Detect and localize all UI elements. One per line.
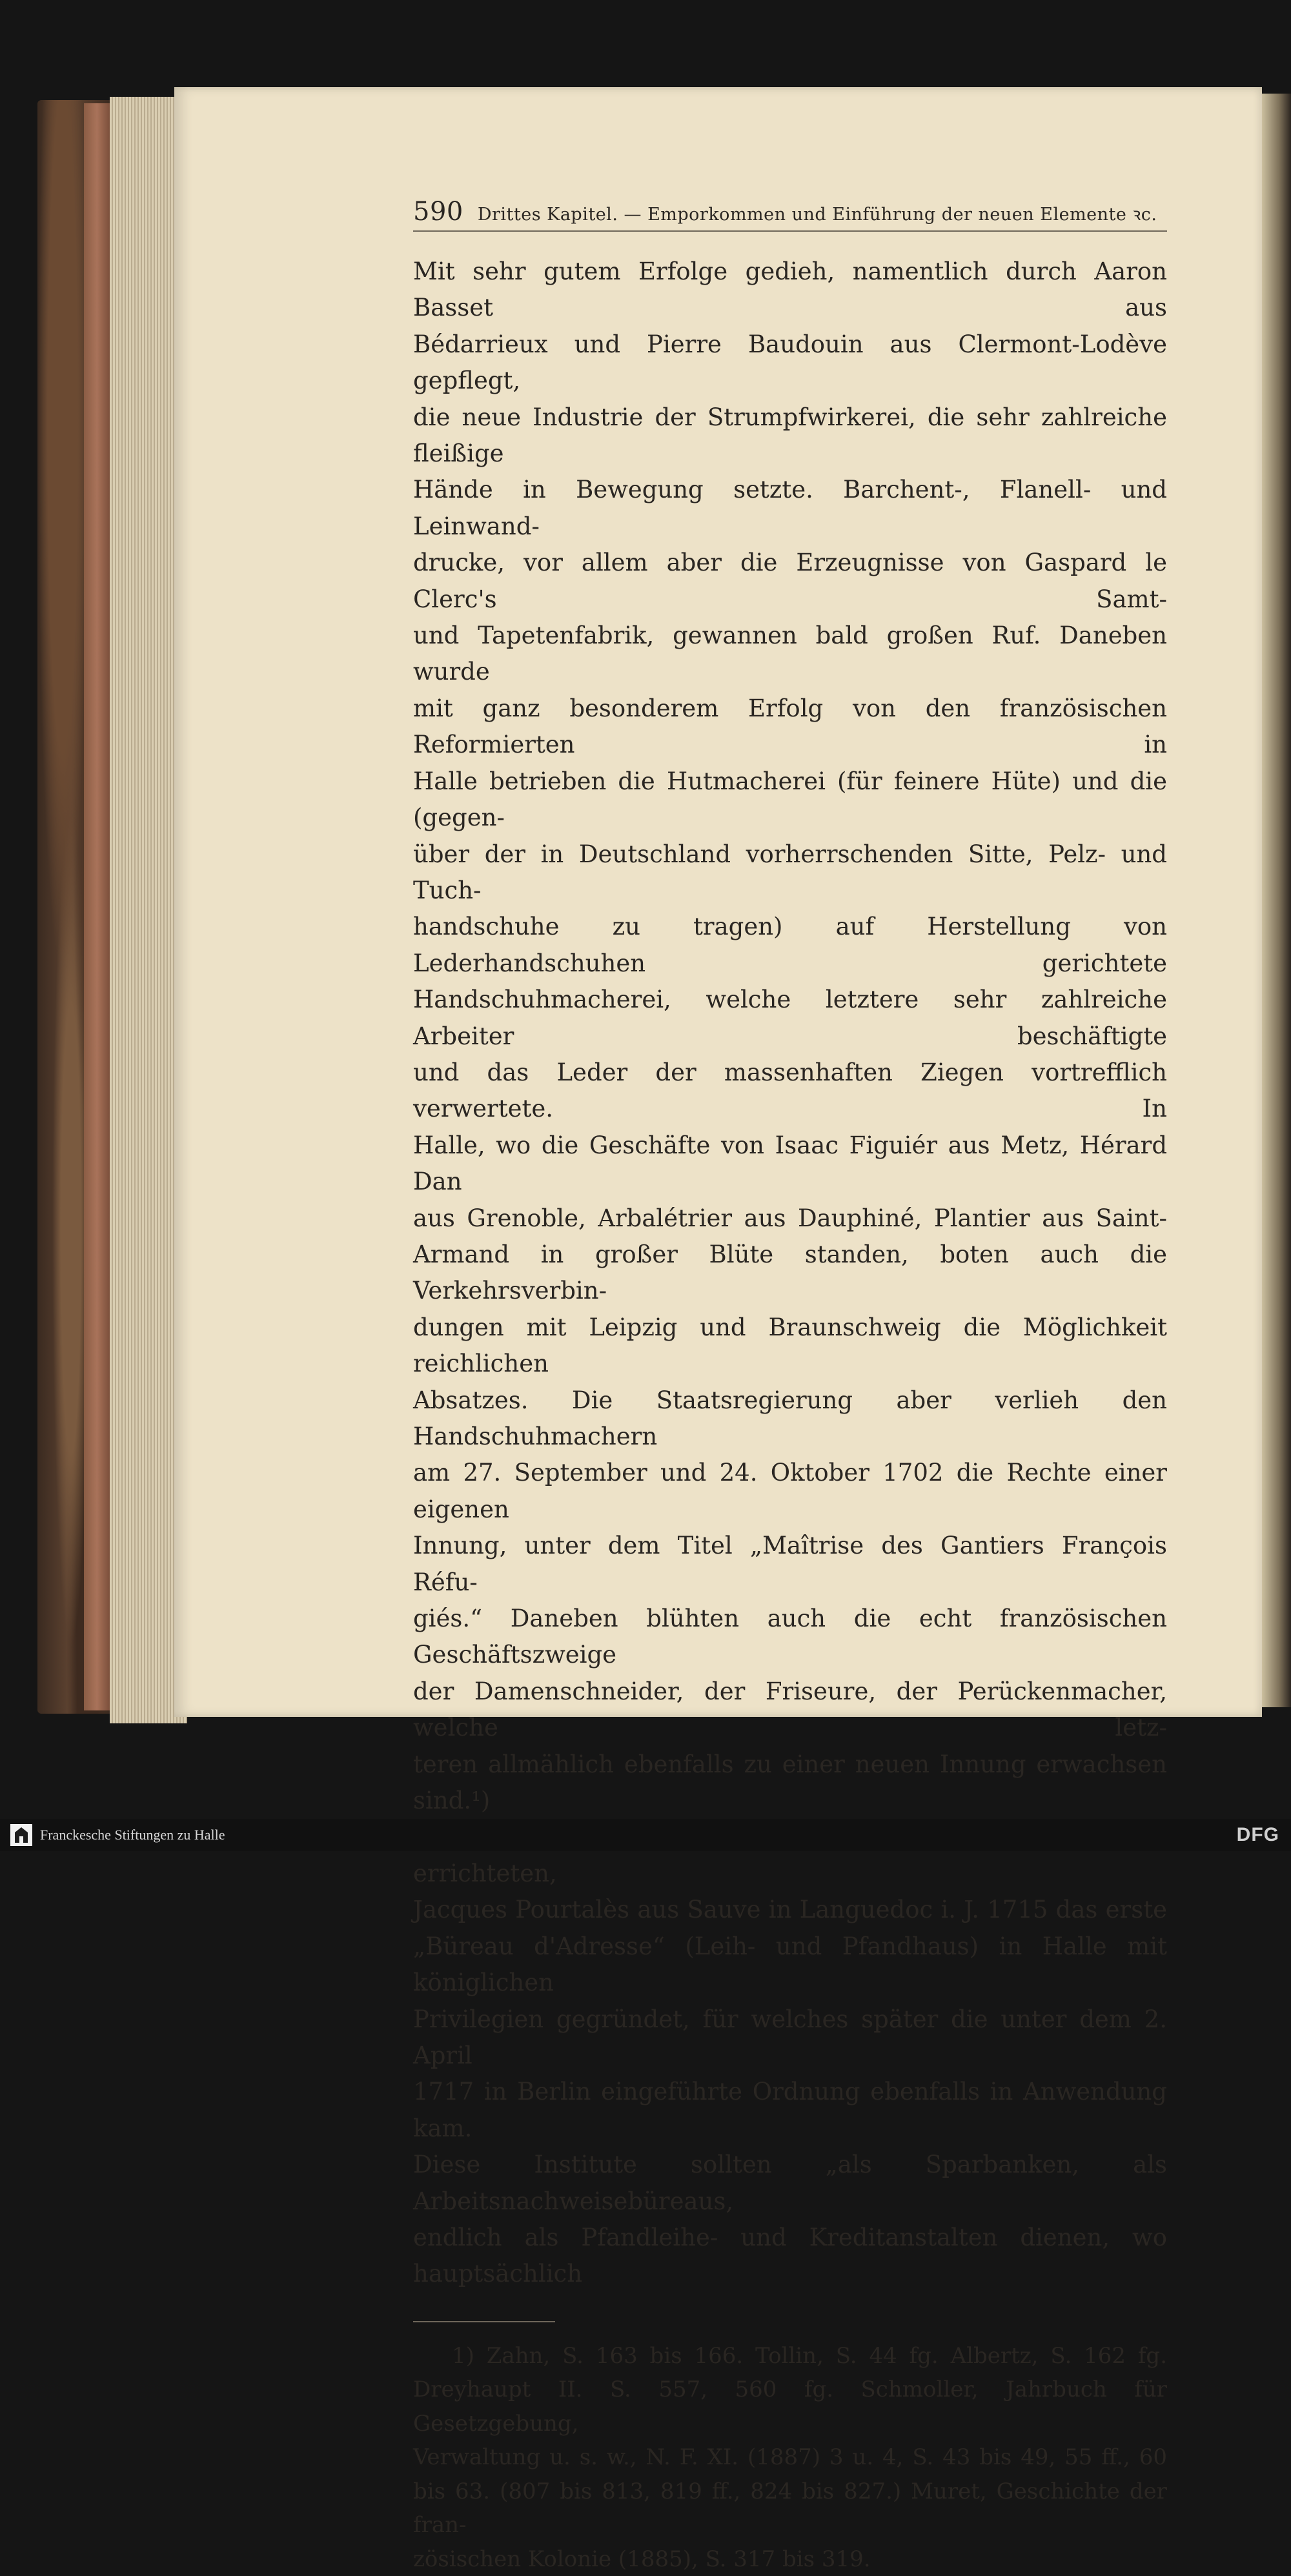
body-line: Halle, wo die Geschäfte von Isaac Figuiér aus Metz, Hérard Dan	[413, 1131, 1167, 1196]
footnote-line: 1) Zahn, S. 163 bis 166. Tollin, S. 44 fg. Albertz, S. 162 fg.	[452, 2342, 1167, 2369]
book-spine	[84, 103, 110, 1710]
footnotes	[413, 2339, 1167, 2576]
body-line: endlich als Pfandleihe- und Kreditanstalten dienen, wo hauptsächlich	[413, 2223, 1167, 2288]
running-head	[413, 197, 1167, 232]
body-line: am 27. September und 24. Oktober 1702 die Rechte einer eigenen	[413, 1459, 1167, 1523]
footnote-line: bis 63. (807 bis 813, 819 ff., 824 bis 827.) Muret, Geschichte der fran-	[413, 2478, 1167, 2539]
body-line: dungen mit Leipzig und Braunschweig die Möglichkeit reichlichen	[413, 1313, 1167, 1378]
footnote-line: Verwaltung u. s. w., N. F. XI. (1887) 3 u. 4, S. 43 bis 49, 55 ff., 60	[413, 2444, 1167, 2471]
body-line: aus Grenoble, Arbalétrier aus Dauphiné, Plantier aus Saint-	[413, 1204, 1167, 1232]
body-line: handschuhe zu tragen) auf Herstellung von Lederhandschuhen gerichtete	[413, 913, 1167, 977]
body-line: Armand in großer Blüte standen, boten auch die Verkehrsverbin-	[413, 1240, 1167, 1305]
body-line: die neue Industrie der Strumpfwirkerei, die sehr zahlreiche fleißige	[413, 403, 1167, 468]
body-line: Privilegien gegründet, für welches später die unter dem 2. April	[413, 2005, 1167, 2069]
body-line: Hände in Bewegung setzte. Barchent-, Flanell- und Leinwand-	[413, 476, 1167, 540]
body-line: Bédarrieux und Pierre Baudouin aus Clermont-Lodève gepflegt,	[413, 330, 1167, 395]
body-line: über der in Deutschland vorherrschenden Sitte, Pelz- und Tuch-	[413, 840, 1167, 904]
body-line: Innung, unter dem Titel „Maîtrise des Gantiers François Réfu-	[413, 1532, 1167, 1596]
institution-logo-icon	[10, 1824, 32, 1846]
footnote-divider	[413, 2321, 555, 2322]
body-line: „Büreau d'Adresse“ (Leih- und Pfandhaus) in Halle mit königlichen	[413, 1932, 1167, 1997]
body-line: drucke, vor allem aber die Erzeugnisse von Gaspard le Clerc's Samt-	[413, 549, 1167, 613]
body-line: mit ganz besonderem Erfolg von den französischen Reformierten in	[413, 694, 1167, 759]
page-number: 590	[413, 197, 463, 227]
viewer-footer	[0, 1819, 1291, 1851]
body-line: Jacques Pourtalès aus Sauve in Languedoc i. J. 1715 das erste	[413, 1896, 1167, 1924]
body-line: und das Leder der massenhaften Ziegen vortrefflich verwertete. In	[413, 1058, 1167, 1123]
body-line: Diese Institute sollten „als Sparbanken, als Arbeitsnachweisebüreaus,	[413, 2151, 1167, 2215]
body-line: Handschuhmacherei, welche letztere sehr zahlreiche Arbeiter beschäftigte	[413, 986, 1167, 1050]
footnote-line: Dreyhaupt II. S. 557, 560 fg. Schmoller, Jahrbuch für Gesetzgebung,	[413, 2377, 1167, 2437]
next-page-edge	[1262, 94, 1291, 1707]
dfg-logo: DFG	[1236, 1824, 1279, 1845]
body-line: 1717 in Berlin eingeführte Ordnung ebenfalls in Anwendung kam.	[413, 2078, 1167, 2142]
body-line: und Tapetenfabrik, gewannen bald großen Ruf. Daneben wurde	[413, 622, 1167, 686]
body-line: teren allmählich ebenfalls zu einer neuen Innung erwachsen sind.¹)	[413, 1750, 1167, 1815]
institution-name: Franckesche Stiftungen zu Halle	[40, 1827, 225, 1843]
body-line: Absatzes. Die Staatsregierung aber verlieh den Handschuhmachern	[413, 1386, 1167, 1450]
body-text	[413, 254, 1167, 2293]
body-line: der Damenschneider, der Friseure, der Perückenmacher, welche letz-	[413, 1677, 1167, 1742]
running-title: Drittes Kapitel. — Emporkommen und Einführung der neuen Elemente ꝛc.	[477, 205, 1157, 225]
body-line: errichteten,	[413, 1859, 557, 1887]
footnote-line: zösischen Kolonie (1885), S. 317 bis 319.	[413, 2546, 871, 2572]
page-content	[413, 197, 1167, 2576]
body-line: Mit sehr gutem Erfolge gedieh, namentlich durch Aaron Basset aus	[413, 258, 1167, 322]
body-line: giés.“ Daneben blühten auch die echt französischen Geschäftszweige	[413, 1605, 1167, 1669]
body-line: Halle betrieben die Hutmacherei (für feinere Hüte) und die (gegen-	[413, 767, 1167, 832]
